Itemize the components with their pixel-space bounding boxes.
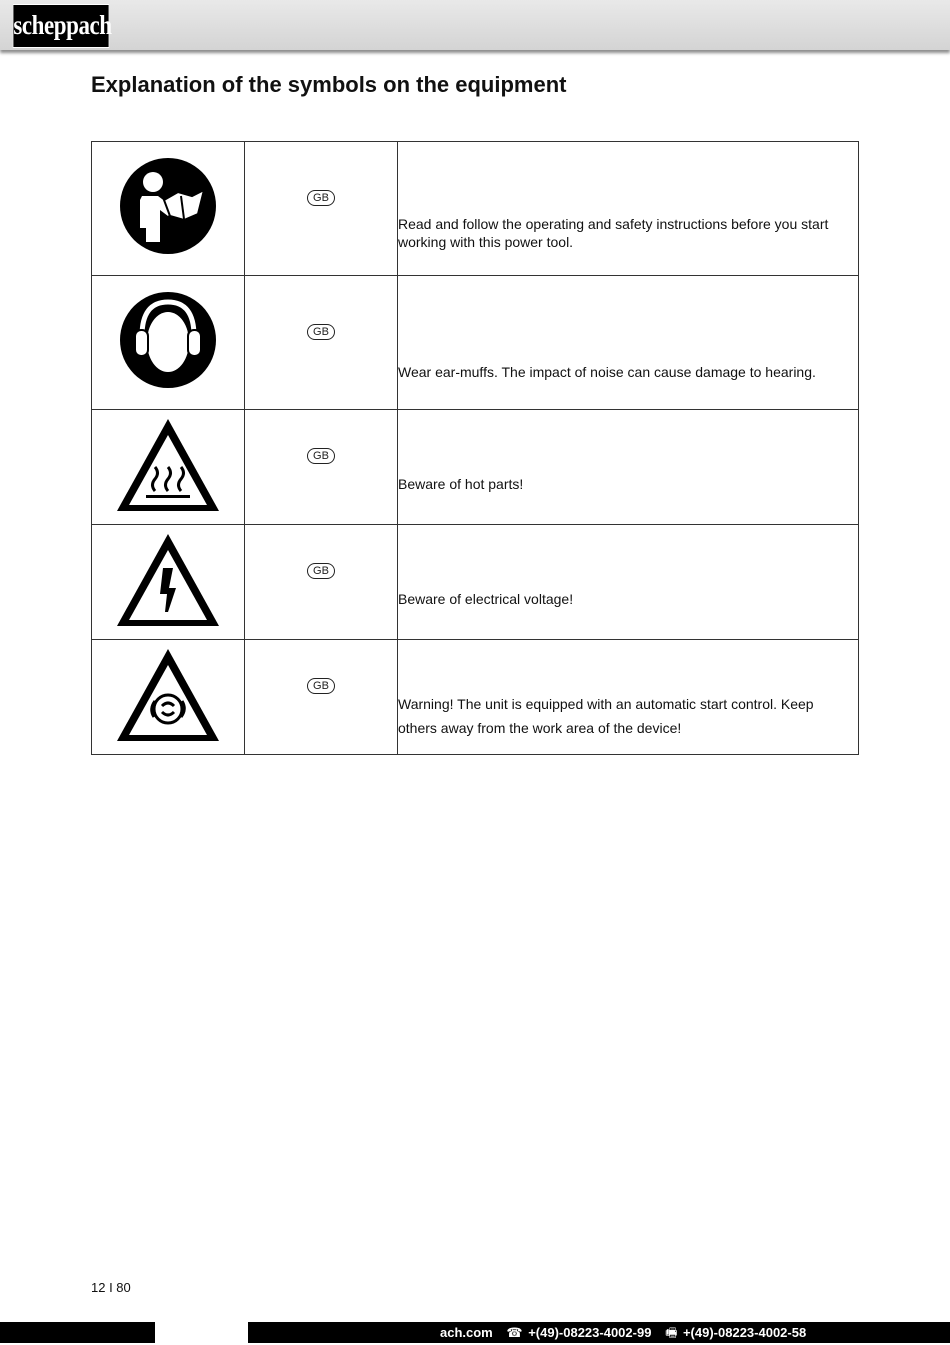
table-row: [92, 142, 859, 276]
language-badge: GB: [307, 324, 335, 340]
fax-icon: 🖷: [665, 1325, 678, 1340]
description-cell: [398, 410, 859, 525]
symbols-table: [91, 141, 859, 755]
language-badge: GB: [307, 563, 335, 579]
footer-fax: +(49)-08223-4002-58: [682, 1325, 807, 1340]
hot-surface-warning-icon: [113, 415, 223, 515]
header-bar: [0, 0, 950, 50]
description-cell: [398, 142, 859, 276]
automatic-start-warning-icon: [113, 645, 223, 745]
language-badge: GB: [307, 448, 335, 464]
table-row: [92, 525, 859, 640]
language-cell: [245, 276, 398, 410]
symbol-cell: [92, 276, 245, 410]
language-cell: [245, 142, 398, 276]
language-cell: [245, 525, 398, 640]
description-line: Beware of hot parts!: [398, 475, 524, 492]
read-manual-icon: [118, 156, 218, 256]
symbol-cell: [92, 640, 245, 755]
footer-bar: [0, 1322, 950, 1343]
language-badge: GB: [307, 678, 335, 694]
table-row: [92, 276, 859, 410]
symbol-cell: [92, 142, 245, 276]
description-line: Warning! The unit is equipped with an automatic start control. Keep: [398, 695, 814, 712]
description-line: working with this power tool.: [398, 234, 574, 250]
description-cell: [398, 276, 859, 410]
description-line: Read and follow the operating and safety instructions before you start: [398, 216, 829, 232]
description-line: Beware of electrical voltage!: [398, 590, 574, 607]
phone-icon: ☎: [506, 1325, 523, 1340]
description-cell: [398, 525, 859, 640]
description-line: Wear ear-muffs. The impact of noise can cause damage to hearing.: [398, 363, 816, 380]
table-row: [92, 640, 859, 755]
description-line: others away from the work area of the device!: [398, 719, 682, 736]
language-badge: GB: [307, 190, 335, 206]
footer-website[interactable]: ach.com: [440, 1325, 493, 1340]
table-row: [92, 410, 859, 525]
description-cell: [398, 640, 859, 755]
language-cell: [245, 410, 398, 525]
page-title: Explanation of the symbols on the equipment: [91, 72, 567, 97]
footer-gap: [155, 1322, 248, 1343]
symbol-cell: [92, 410, 245, 525]
ear-protection-icon: [118, 290, 218, 390]
scheppach-logo: scheppach: [13, 4, 110, 48]
electrical-voltage-warning-icon: [113, 530, 223, 630]
footer-contact: [440, 1325, 806, 1340]
footer-phone: +(49)-08223-4002-99: [528, 1325, 652, 1340]
page-number: 12 I 80: [91, 1280, 131, 1295]
symbol-cell: [92, 525, 245, 640]
language-cell: [245, 640, 398, 755]
